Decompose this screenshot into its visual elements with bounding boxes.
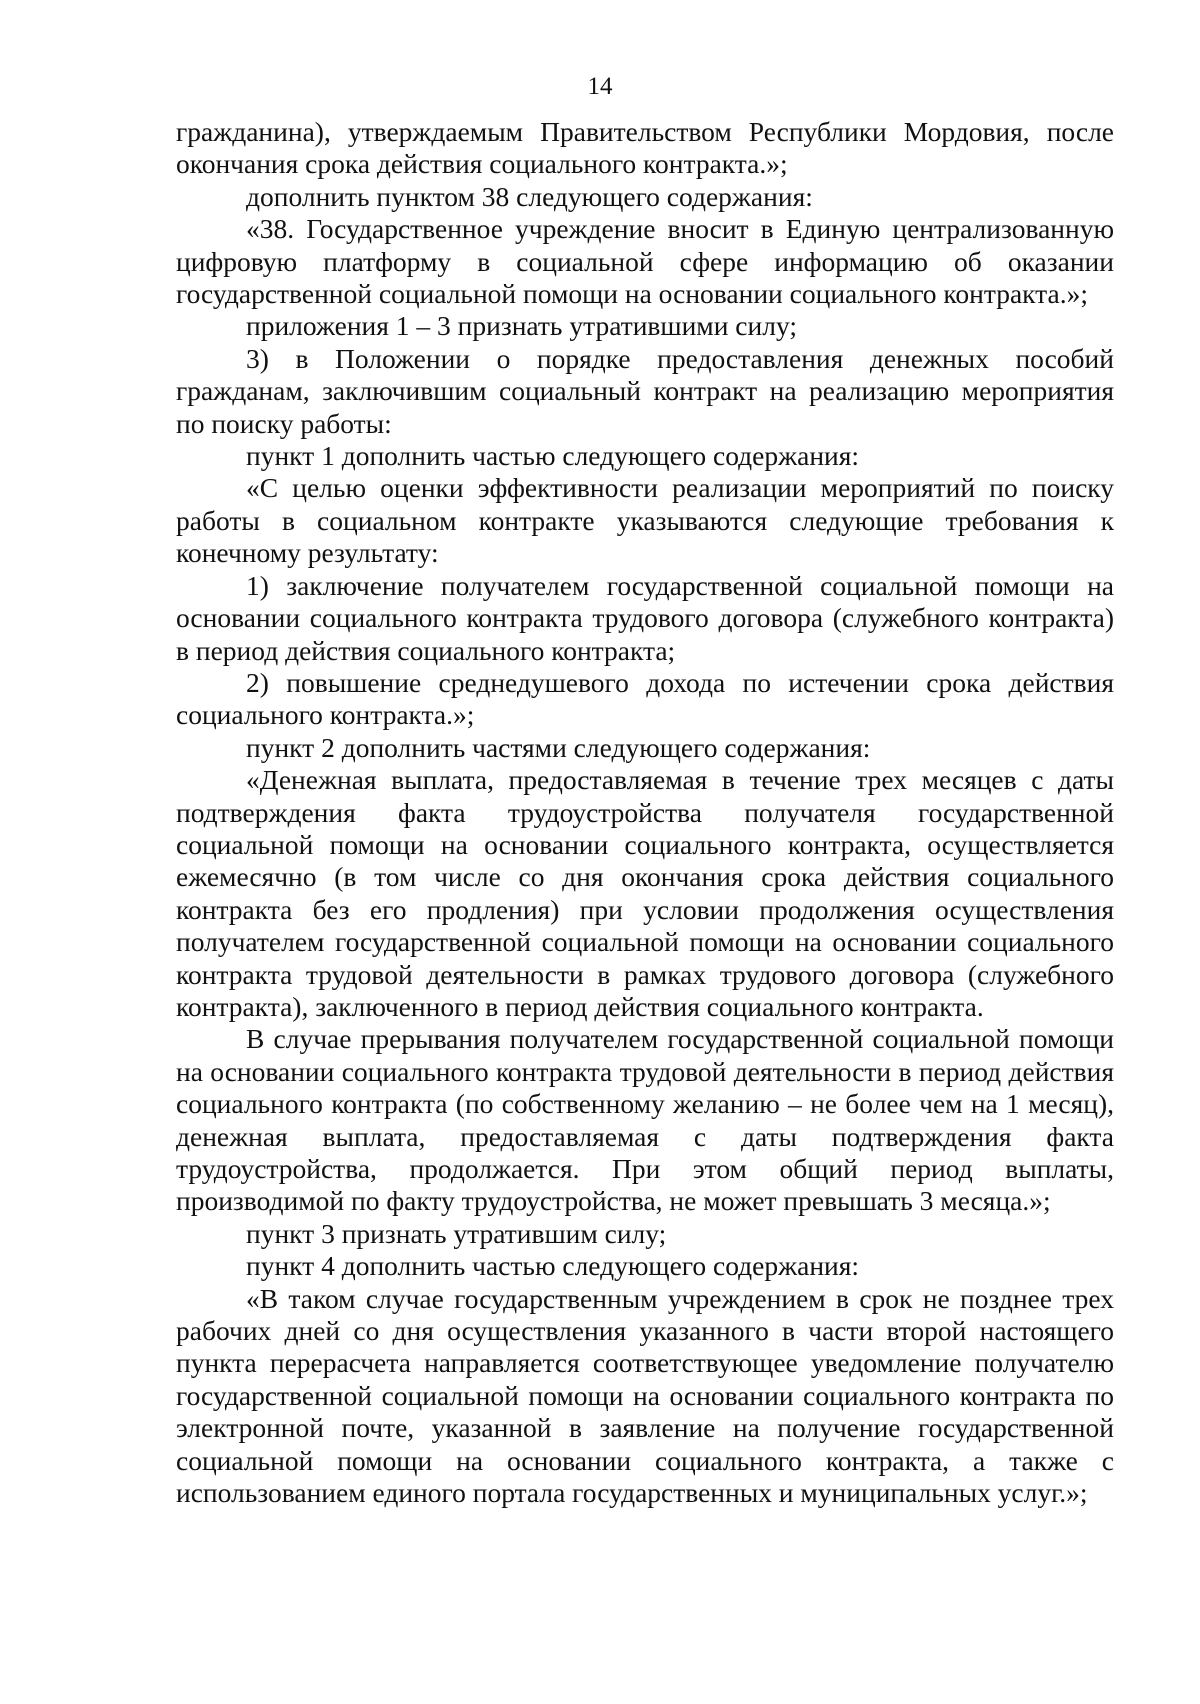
paragraph: гражданина), утверждаемым Правительством Республики Мордовия, после окончания срока действия социального контракта.»; (176, 116, 1114, 180)
paragraph: 1) заключение получателем государственной социальной помощи на основании социального контракта трудового договора (служебного контракта) в период действия социального контракта; (176, 569, 1114, 666)
paragraph: пункт 3 признать утратившим силу; (246, 1217, 667, 1249)
page-number: 14 (587, 73, 613, 100)
paragraph: пункт 1 дополнить частью следующего содержания: (246, 440, 860, 472)
paragraph: «С целью оценки эффективности реализации мероприятий по поиску работы в социальном контракте указываются следующие требования к конечному результату: (176, 472, 1114, 569)
document-body (176, 116, 1114, 1509)
paragraph: «Денежная выплата, предоставляемая в течение трех месяцев с даты подтверждения факта трудоустройства получателя государственной социальной помощи на основании социального контракта, осуществляется ежемесячно (в том числе со дня окончания срока действия социального контракта без его продления) при условии продолжения осуществления получателем государственной социальной помощи на основании социального контракта трудовой деятельности в рамках трудового договора (служебного контракта), заключенного в период действия социального контракта. (176, 764, 1114, 1022)
paragraph: пункт 4 дополнить частью следующего содержания: (246, 1250, 860, 1282)
paragraph: 2) повышение среднедушевого дохода по истечении срока действия социального контракта.»; (176, 666, 1114, 731)
paragraph: «В таком случае государственным учреждением в срок не позднее трех рабочих дней со дня осуществления указанного в части второй настоящего пункта перерасчета направляется соответствующее уведомление получателю государственной социальной помощи на основании социального контракта по электронной почте, указанной в заявление на получение государственной социальной помощи на основании социального контракта, а также с использованием единого портала государственных и муниципальных услуг.»; (176, 1282, 1114, 1509)
paragraph: приложения 1 – 3 признать утратившими силу; (246, 310, 797, 342)
paragraph: пункт 2 дополнить частями следующего содержания: (246, 731, 871, 763)
paragraph: 3) в Положении о порядке предоставления денежных пособий гражданам, заключившим социальный контракт на реализацию мероприятия по поиску работы: (176, 342, 1114, 439)
paragraph: дополнить пунктом 38 следующего содержания: (246, 180, 813, 212)
paragraph: В случае прерывания получателем государственной социальной помощи на основании социального контракта трудовой деятельности в период действия социального контракта (по собственному желанию – не более чем на 1 месяц), денежная выплата, предоставляемая с даты подтверждения факта трудоустройства, продолжается. При этом общий период выплаты, производимой по факту трудоустройства, не может превышать 3 месяца.»; (176, 1023, 1114, 1217)
paragraph: «38. Государственное учреждение вносит в Единую централизованную цифровую платформу в социальной сфере информацию об оказании государственной социальной помощи на основании социального контракта.»; (176, 213, 1114, 310)
